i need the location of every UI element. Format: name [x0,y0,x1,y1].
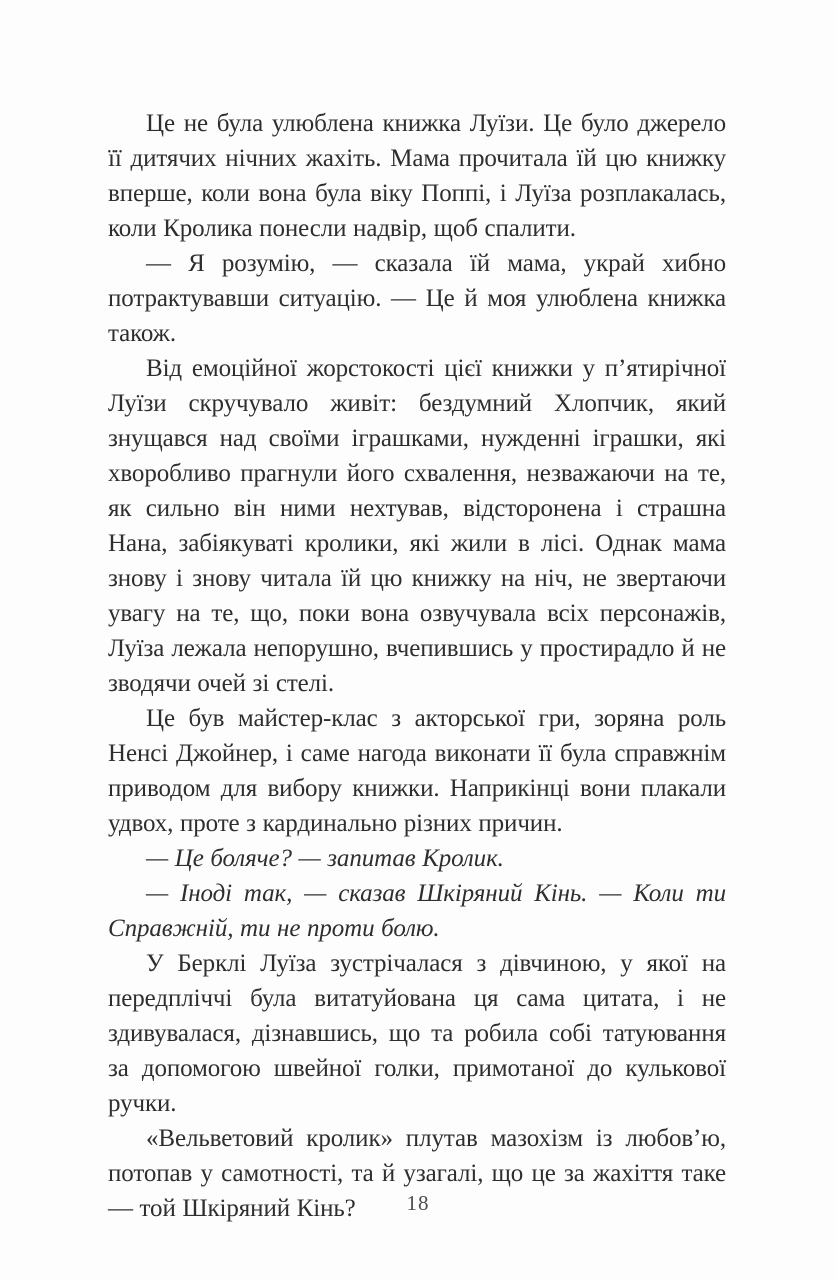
paragraph: Це не була улюблена книжка Луїзи. Це було джерело її дитячих нічних жахіть. Мама прочитала їй цю книжку вперше, коли вона була віку Поппі, і Луїза розплакалась, коли Кролика понесли надвір, щоб спалити. [108,110,726,242]
paragraph: У Берклі Луїза зустрічалася з дівчиною, у якої на передпліччі була витатуйована ця сама цитата, і не здивувалася, дізнавшись, що та робила собі татуювання за допомогою швейної голки, примотаної до кулькової ручки. [108,950,726,1117]
paragraph-quote-dialogue: — Іноді так, — сказав Шкіряний Кінь. — Коли ти Справжній, ти не проти болю. [108,880,726,942]
paragraph-dialogue: — Я розумію, — сказала їй мама, украй хибно потрактувавши ситуацію. — Це й моя улюблена книжка також. [108,250,726,347]
paragraph: Від емоційної жорстокості цієї книжки у п’ятирічної Луїзи скручувало живіт: бездумний Хлопчик, який знущався над своїми іграшками, нужденні іграшки, які хворобливо прагнули його схвалення, незважаючи на те, як сильно він ними нехтував, відсторонена і страшна Нана, забіякуваті кролики, які жили в лісі. Однак мама знову і знову читала їй цю книжку на ніч, не звертаючи увагу на те, що, поки вона озвучувала всіх персонажів, Луїза лежала непорушно, вчепившись у простирадло й не зводячи очей зі стелі. [108,355,726,697]
paragraph: «Вельветовий кролик» плутав мазохізм із любов’ю, потопав у самотності, та й узагалі, що це за жахіття таке — той Шкіряний Кінь? [108,1125,726,1222]
paragraph: Це був майстер-клас з акторської гри, зоряна роль Ненсі Джойнер, і саме нагода виконати її була справжнім приводом для вибору книжки. Наприкінці вони плакали удвох, проте з кардинально різних причин. [108,705,726,837]
paragraph-quote-dialogue: — Це боляче? — запитав Кролик. [146,845,504,872]
page-number: 18 [406,1191,430,1215]
